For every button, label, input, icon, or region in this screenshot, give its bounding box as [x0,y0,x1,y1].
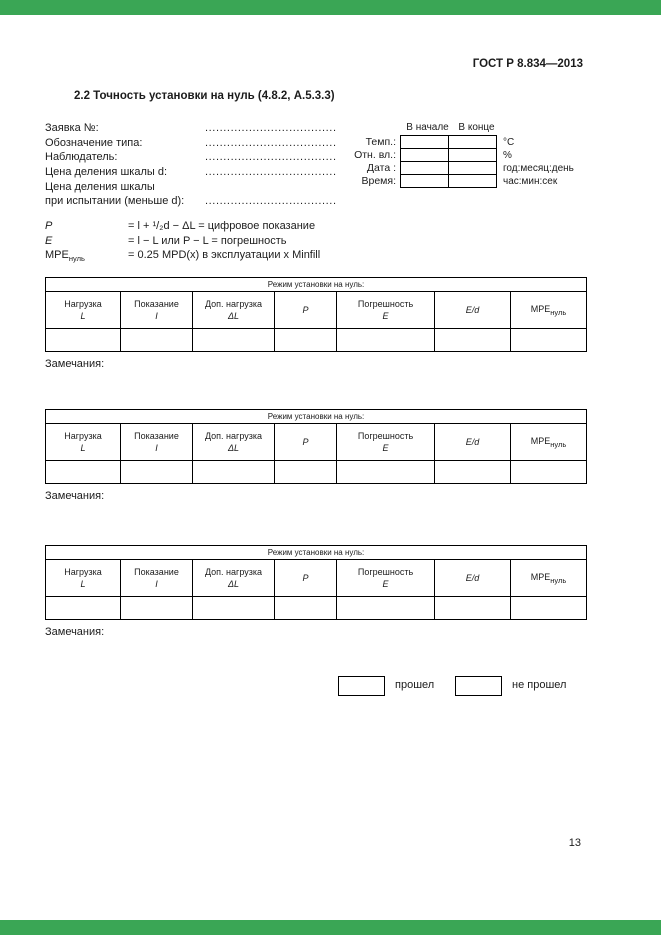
field-label: Цена деления шкалы [45,180,155,193]
top-border-bar [0,0,661,15]
formula-body: = l + ¹/₂d − ΔL = цифровое показание [128,220,316,232]
table-cell-indication[interactable] [121,329,193,352]
condition-row-humidity [347,148,574,162]
condition-label: Время: [361,175,396,187]
table-cell-indication[interactable] [121,597,193,620]
table-cell-additional-load[interactable] [193,597,275,620]
formula-symbol: E [45,234,53,247]
col-header-mpe-zero: $MPE_{нуль}$ [511,292,587,329]
field-label: Обозначение типа: [45,136,143,149]
table-cell-mpe-zero[interactable] [511,329,587,352]
table-caption: Режим установки на нуль: [46,546,587,560]
col-header-indication: Показание I [121,424,193,461]
col-header-p: P [275,292,337,329]
col-header-indication: Показание I [121,292,193,329]
table-cell-load[interactable] [46,597,121,620]
info-row-scale-division [45,166,345,181]
table-cell-additional-load[interactable] [193,461,275,484]
table-cell-error[interactable] [337,461,435,484]
passed-checkbox[interactable] [338,676,385,696]
temperature-end-cell[interactable] [448,135,497,149]
table-cell-p[interactable] [275,597,337,620]
table-cell-e-over-d[interactable] [435,329,511,352]
col-header-load: Нагрузка L [46,424,121,461]
time-start-cell[interactable] [400,174,449,188]
failed-label: не прошел [512,679,567,691]
passed-label: прошел [395,679,435,691]
zero-setting-table-3 [45,545,587,620]
table-cell-mpe-zero[interactable] [511,461,587,484]
bottom-border-bar [0,920,661,935]
info-row-observer [45,151,345,166]
col-header-error: Погрешность E [337,424,435,461]
date-start-cell[interactable] [400,161,449,175]
condition-unit: % [503,149,512,161]
fill-in-line: .................................... [205,166,337,179]
condition-label: Дата : [366,162,396,174]
remarks-label-3: Замечания: [45,626,105,638]
info-row-scale-division-test-2 [45,195,345,210]
section-title: 2.2 Точность установки на нуль (4.8.2, А.5.3.3) [74,90,335,102]
table-cell-error[interactable] [337,329,435,352]
field-label: Цена деления шкалы d: [45,166,167,179]
condition-row-date [347,161,574,175]
table-cell-mpe-zero[interactable] [511,597,587,620]
remarks-label-2: Замечания: [45,490,105,502]
col-header-e-over-d: E/d [435,424,511,461]
table-cell-additional-load[interactable] [193,329,275,352]
col-header-p: P [275,424,337,461]
col-header-mpe-zero: $MPE_{нуль}$ [511,560,587,597]
col-header-error: Погрешность E [337,560,435,597]
condition-unit: год:месяц:день [503,162,574,174]
condition-label: Отн. вл.: [354,149,396,161]
col-header-additional-load: Доп. нагрузка ΔL [193,560,275,597]
table-cell-error[interactable] [337,597,435,620]
formula-symbol: P [45,220,53,232]
info-row-type-designation [45,137,345,152]
zero-setting-table-1 [45,277,587,352]
col-header-additional-load: Доп. нагрузка ΔL [193,424,275,461]
failed-checkbox[interactable] [455,676,502,696]
table-caption: Режим установки на нуль: [46,410,587,424]
condition-unit: °C [503,136,515,148]
formula-p [45,220,405,235]
table-cell-load[interactable] [46,461,121,484]
table-cell-p[interactable] [275,461,337,484]
formula-e [45,235,405,250]
result-row [338,676,588,698]
header-at-start: В начале [406,122,449,133]
col-header-load: Нагрузка L [46,292,121,329]
conditions-block [347,122,574,188]
page-number: 13 [568,837,581,849]
field-label: Наблюдатель: [45,151,118,164]
formula-body: = 0.25 MPD(x) в эксплуатации x Minfill [128,249,321,262]
humidity-start-cell[interactable] [400,148,449,162]
col-header-e-over-d: E/d [435,292,511,329]
table-cell-e-over-d[interactable] [435,461,511,484]
time-end-cell[interactable] [448,174,497,188]
col-header-p: P [275,560,337,597]
zero-setting-table-2 [45,409,587,484]
humidity-end-cell[interactable] [448,148,497,162]
remarks-label-1: Замечания: [45,358,105,370]
doc-code: ГОСТ Р 8.834—2013 [472,58,583,70]
table-cell-e-over-d[interactable] [435,597,511,620]
fill-in-line: .................................... [205,122,337,134]
date-end-cell[interactable] [448,161,497,175]
conditions-header [403,122,574,133]
fill-in-line: .................................... [205,195,337,208]
table-caption: Режим установки на нуль: [46,278,587,292]
info-row-request-number [45,122,345,137]
table-cell-load[interactable] [46,329,121,352]
table-cell-indication[interactable] [121,461,193,484]
temperature-start-cell[interactable] [400,135,449,149]
header-at-end: В конце [458,122,495,133]
col-header-additional-load: Доп. нагрузка ΔL [193,292,275,329]
formula-mpe [45,249,405,264]
col-header-e-over-d: E/d [435,560,511,597]
col-header-indication: Показание I [121,560,193,597]
formula-body: = l − L или P − L = погрешность [128,234,287,247]
formula-symbol: $MPE_{нуль}$ [45,249,85,264]
table-cell-p[interactable] [275,329,337,352]
field-label: при испытании (меньше d): [45,195,185,208]
col-header-load: Нагрузка L [46,560,121,597]
condition-row-time [347,174,574,188]
field-label: Заявка №: [45,122,99,134]
col-header-mpe-zero: $MPE_{нуль}$ [511,424,587,461]
info-row-scale-division-test-1 [45,181,345,196]
info-block [45,122,345,210]
fill-in-line: .................................... [205,136,337,149]
col-header-error: Погрешность E [337,292,435,329]
fill-in-line: .................................... [205,151,337,164]
condition-label: Темп.: [365,136,396,148]
condition-row-temperature [347,135,574,149]
condition-unit: час:мин:сек [503,175,558,187]
formula-block [45,220,405,264]
